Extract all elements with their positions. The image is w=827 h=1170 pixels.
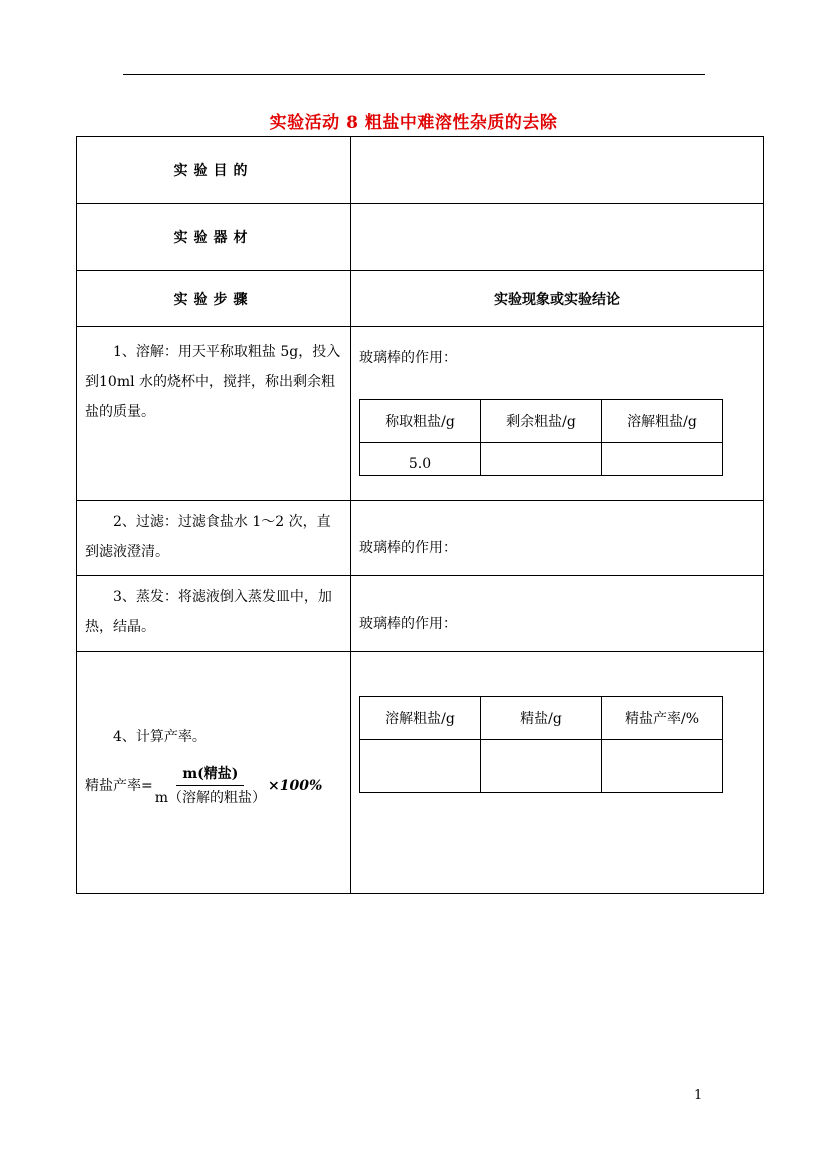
purpose-answer-cell[interactable] [351, 137, 764, 204]
step3-glass-rod-prompt: 玻璃棒的作用： [359, 615, 457, 632]
step3-cell [77, 576, 351, 652]
step1-text: 1、溶解：用天平称取粗盐 5g，投入到10ml 水的烧杯中，搅拌，称出剩余粗盐的质量。 [85, 344, 341, 420]
formula-numerator: m(精盐) [176, 764, 244, 786]
step2-cell [77, 501, 351, 576]
materials-answer-cell[interactable] [351, 204, 764, 271]
step1-mass-table [359, 399, 723, 476]
step1-glass-rod-prompt: 玻璃棒的作用： [359, 350, 457, 366]
formula-fraction [155, 764, 266, 808]
step4-observation-cell [351, 652, 764, 894]
materials-label: 实验器材 [77, 204, 351, 271]
weighed-salt-value: 5.0 [360, 443, 481, 476]
remaining-salt-value[interactable] [481, 443, 602, 476]
dissolved-salt-header-2: 溶解粗盐/g [360, 697, 481, 740]
yield-header: 精盐产率/% [602, 697, 723, 740]
step2-text: 2、过滤：过滤食盐水 1～2 次，直到滤液澄清。 [85, 514, 331, 560]
step2-observation-cell [351, 501, 764, 576]
header-rule [123, 74, 705, 75]
step4-cell [77, 652, 351, 894]
step4-text: 4、计算产率。 [113, 729, 206, 745]
formula-label: 精盐产率= [85, 778, 153, 794]
step3-text: 3、蒸发：将滤液倒入蒸发皿中，加热，结晶。 [85, 589, 332, 635]
observation-header: 实验现象或实验结论 [351, 271, 764, 327]
step1-row [77, 327, 764, 501]
experiment-table [76, 136, 764, 894]
step2-glass-rod-prompt: 玻璃棒的作用： [359, 540, 457, 556]
formula-denominator: m（溶解的粗盐） [154, 790, 267, 806]
refined-salt-value[interactable] [481, 740, 602, 793]
dissolved-salt-value-2[interactable] [360, 740, 481, 793]
weighed-salt-header: 称取粗盐/g [360, 400, 481, 443]
header-row [77, 271, 764, 327]
refined-salt-header: 精盐/g [481, 697, 602, 740]
remaining-salt-header: 剩余粗盐/g [481, 400, 602, 443]
page-title: 实验活动 8 粗盐中难溶性杂质的去除 [269, 113, 558, 133]
step1-observation-cell [351, 327, 764, 501]
yield-formula [85, 764, 344, 808]
step3-observation-cell [351, 576, 764, 652]
dissolved-salt-header: 溶解粗盐/g [602, 400, 723, 443]
formula-multiplier: ×100% [268, 778, 323, 794]
page-number: 1 [694, 1088, 703, 1103]
steps-header: 实验步骤 [77, 271, 351, 327]
purpose-label: 实验目的 [77, 137, 351, 204]
step1-cell [77, 327, 351, 501]
materials-row [77, 204, 764, 271]
dissolved-salt-value[interactable] [602, 443, 723, 476]
step4-row [77, 652, 764, 894]
step3-row [77, 576, 764, 652]
yield-value[interactable] [602, 740, 723, 793]
step4-yield-table [359, 696, 723, 793]
step2-row [77, 501, 764, 576]
purpose-row [77, 137, 764, 204]
